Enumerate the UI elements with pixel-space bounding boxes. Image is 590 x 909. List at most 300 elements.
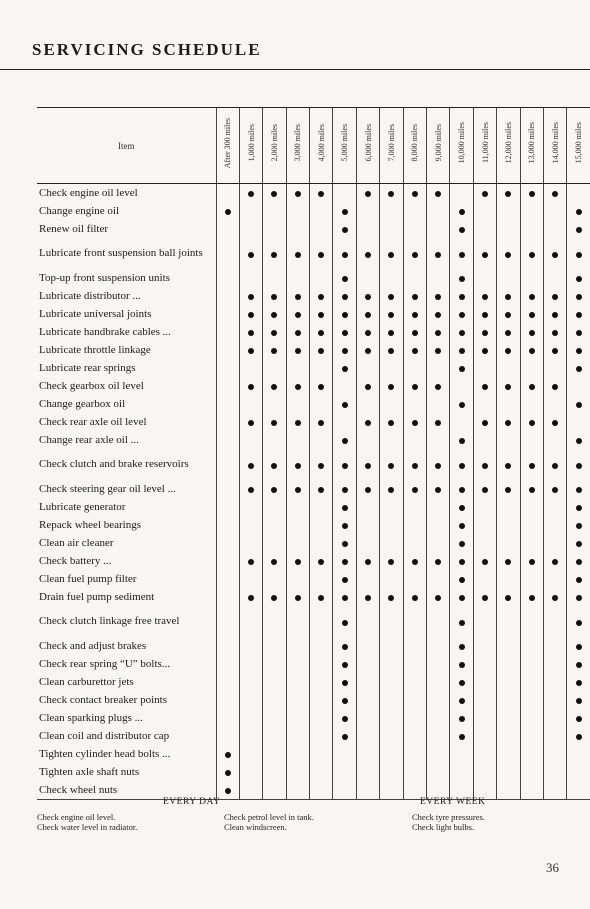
- service-dot-icon: [529, 330, 535, 336]
- service-dot-icon: [342, 595, 348, 601]
- interval-cell: [450, 449, 473, 480]
- interval-cell: [543, 727, 566, 745]
- interval-cell: [567, 781, 590, 800]
- interval-cell: [497, 480, 520, 498]
- interval-cell: [427, 691, 450, 709]
- service-dot-icon: [482, 384, 488, 390]
- item-cell: [37, 449, 216, 480]
- service-dot-icon: [576, 294, 582, 300]
- item-label: Check contact breaker points: [39, 693, 167, 706]
- interval-cell: [403, 184, 426, 203]
- service-dot-icon: [225, 770, 231, 776]
- interval-header: [403, 108, 426, 184]
- service-dot-icon: [388, 384, 394, 390]
- interval-cell: [543, 305, 566, 323]
- service-dot-icon: [271, 487, 277, 493]
- interval-cell: [497, 637, 520, 655]
- interval-cell: [356, 238, 379, 269]
- interval-cell: [310, 480, 333, 498]
- interval-cell: [239, 691, 262, 709]
- interval-header: [216, 108, 239, 184]
- interval-cell: [403, 287, 426, 305]
- interval-cell: [567, 588, 590, 606]
- interval-cell: [473, 184, 496, 203]
- interval-cell: [473, 727, 496, 745]
- interval-cell: [286, 287, 309, 305]
- interval-cell: [310, 516, 333, 534]
- interval-cell: [473, 323, 496, 341]
- service-dot-icon: [342, 402, 348, 408]
- interval-cell: [403, 359, 426, 377]
- interval-cell: [403, 395, 426, 413]
- item-cell: [37, 570, 216, 588]
- interval-cell: [356, 552, 379, 570]
- interval-cell: [450, 238, 473, 269]
- interval-cell: [356, 431, 379, 449]
- interval-cell: [380, 341, 403, 359]
- interval-cell: [520, 570, 543, 588]
- interval-cell: [543, 202, 566, 220]
- service-dot-icon: [248, 420, 254, 426]
- service-dot-icon: [342, 487, 348, 493]
- service-dot-icon: [459, 463, 465, 469]
- interval-cell: [216, 202, 239, 220]
- service-dot-icon: [342, 227, 348, 233]
- service-dot-icon: [342, 366, 348, 372]
- interval-cell: [263, 184, 286, 203]
- item-cell: [37, 516, 216, 534]
- interval-cell: [380, 534, 403, 552]
- interval-cell: [310, 637, 333, 655]
- interval-cell: [543, 552, 566, 570]
- service-dot-icon: [459, 644, 465, 650]
- interval-cell: [427, 655, 450, 673]
- interval-cell: [543, 691, 566, 709]
- table-row: [37, 570, 590, 588]
- page-title: SERVICING SCHEDULE: [32, 40, 262, 59]
- interval-cell: [450, 498, 473, 516]
- interval-cell: [356, 220, 379, 238]
- interval-cell: [567, 637, 590, 655]
- interval-cell: [450, 570, 473, 588]
- interval-cell: [356, 287, 379, 305]
- item-label: Lubricate generator: [39, 500, 126, 513]
- interval-cell: [380, 377, 403, 395]
- interval-cell: [473, 480, 496, 498]
- service-dot-icon: [342, 294, 348, 300]
- interval-cell: [380, 781, 403, 800]
- table-row: [37, 413, 590, 431]
- interval-cell: [427, 184, 450, 203]
- interval-header: [333, 108, 356, 184]
- interval-cell: [567, 763, 590, 781]
- interval-cell: [310, 220, 333, 238]
- interval-cell: [520, 673, 543, 691]
- interval-cell: [286, 449, 309, 480]
- interval-cell: [473, 341, 496, 359]
- service-dot-icon: [412, 348, 418, 354]
- interval-cell: [497, 323, 520, 341]
- service-dot-icon: [459, 523, 465, 529]
- interval-cell: [356, 709, 379, 727]
- interval-cell: [450, 395, 473, 413]
- interval-cell: [356, 449, 379, 480]
- interval-cell: [263, 534, 286, 552]
- interval-cell: [333, 588, 356, 606]
- service-dot-icon: [318, 312, 324, 318]
- service-dot-icon: [529, 294, 535, 300]
- interval-cell: [333, 377, 356, 395]
- interval-cell: [403, 323, 426, 341]
- interval-cell: [427, 498, 450, 516]
- interval-cell: [380, 323, 403, 341]
- interval-header: [427, 108, 450, 184]
- item-label: Clean fuel pump filter: [39, 572, 137, 585]
- table-row: [37, 395, 590, 413]
- interval-label: 2,000 miles: [269, 124, 279, 162]
- service-dot-icon: [505, 294, 511, 300]
- interval-cell: [356, 516, 379, 534]
- interval-cell: [380, 745, 403, 763]
- service-dot-icon: [505, 420, 511, 426]
- interval-cell: [543, 763, 566, 781]
- item-label: Check engine oil level: [39, 186, 138, 199]
- item-label: Check steering gear oil level ...: [39, 482, 176, 495]
- interval-cell: [263, 238, 286, 269]
- service-dot-icon: [318, 294, 324, 300]
- service-dot-icon: [342, 716, 348, 722]
- interval-cell: [567, 745, 590, 763]
- interval-cell: [427, 570, 450, 588]
- service-dot-icon: [576, 402, 582, 408]
- item-cell: [37, 377, 216, 395]
- service-dot-icon: [435, 191, 441, 197]
- service-dot-icon: [435, 330, 441, 336]
- interval-cell: [473, 287, 496, 305]
- service-dot-icon: [248, 330, 254, 336]
- interval-cell: [216, 709, 239, 727]
- interval-cell: [473, 377, 496, 395]
- interval-cell: [216, 431, 239, 449]
- interval-cell: [543, 269, 566, 287]
- interval-cell: [239, 673, 262, 691]
- interval-cell: [310, 184, 333, 203]
- item-label: Change rear axle oil ...: [39, 433, 139, 446]
- interval-cell: [567, 534, 590, 552]
- service-dot-icon: [576, 276, 582, 282]
- service-dot-icon: [271, 252, 277, 258]
- interval-cell: [333, 220, 356, 238]
- service-dot-icon: [271, 348, 277, 354]
- interval-cell: [310, 395, 333, 413]
- interval-cell: [310, 534, 333, 552]
- service-dot-icon: [412, 559, 418, 565]
- page-number: 36: [546, 860, 559, 875]
- interval-cell: [216, 673, 239, 691]
- interval-cell: [473, 498, 496, 516]
- service-dot-icon: [271, 312, 277, 318]
- interval-cell: [403, 431, 426, 449]
- interval-cell: [263, 552, 286, 570]
- servicing-schedule-table: [37, 107, 590, 800]
- interval-cell: [263, 377, 286, 395]
- interval-cell: [450, 727, 473, 745]
- service-dot-icon: [342, 463, 348, 469]
- interval-cell: [497, 341, 520, 359]
- service-dot-icon: [388, 348, 394, 354]
- interval-cell: [286, 323, 309, 341]
- interval-header: [567, 108, 590, 184]
- interval-cell: [286, 552, 309, 570]
- service-dot-icon: [459, 438, 465, 444]
- service-dot-icon: [248, 463, 254, 469]
- service-dot-icon: [388, 487, 394, 493]
- item-cell: [37, 745, 216, 763]
- interval-cell: [356, 202, 379, 220]
- interval-cell: [520, 691, 543, 709]
- interval-cell: [216, 184, 239, 203]
- interval-cell: [216, 413, 239, 431]
- interval-cell: [567, 727, 590, 745]
- interval-cell: [567, 220, 590, 238]
- service-dot-icon: [295, 312, 301, 318]
- interval-cell: [520, 763, 543, 781]
- service-dot-icon: [529, 252, 535, 258]
- interval-label: 3,000 miles: [293, 124, 303, 162]
- service-dot-icon: [365, 559, 371, 565]
- interval-cell: [333, 431, 356, 449]
- table-row: [37, 781, 590, 800]
- interval-cell: [380, 480, 403, 498]
- interval-cell: [263, 449, 286, 480]
- interval-cell: [216, 498, 239, 516]
- table-row: [37, 359, 590, 377]
- interval-cell: [520, 552, 543, 570]
- interval-cell: [380, 287, 403, 305]
- interval-cell: [450, 184, 473, 203]
- service-dot-icon: [365, 294, 371, 300]
- interval-cell: [427, 673, 450, 691]
- interval-cell: [427, 745, 450, 763]
- interval-cell: [239, 449, 262, 480]
- interval-cell: [543, 534, 566, 552]
- interval-cell: [520, 359, 543, 377]
- service-dot-icon: [576, 227, 582, 233]
- interval-cell: [567, 570, 590, 588]
- interval-cell: [356, 727, 379, 745]
- service-dot-icon: [248, 191, 254, 197]
- service-dot-icon: [459, 487, 465, 493]
- interval-cell: [403, 202, 426, 220]
- interval-cell: [380, 395, 403, 413]
- interval-cell: [403, 763, 426, 781]
- interval-cell: [520, 606, 543, 637]
- interval-cell: [403, 727, 426, 745]
- service-dot-icon: [248, 312, 254, 318]
- interval-cell: [497, 184, 520, 203]
- interval-cell: [356, 413, 379, 431]
- interval-cell: [543, 637, 566, 655]
- every-day-right-item: Check petrol level in tank.: [224, 812, 314, 822]
- service-dot-icon: [482, 463, 488, 469]
- interval-cell: [239, 395, 262, 413]
- item-cell: [37, 202, 216, 220]
- interval-label: 5,000 miles: [340, 124, 350, 162]
- interval-cell: [380, 359, 403, 377]
- interval-cell: [403, 449, 426, 480]
- interval-cell: [497, 413, 520, 431]
- interval-cell: [310, 745, 333, 763]
- service-dot-icon: [435, 348, 441, 354]
- interval-cell: [497, 359, 520, 377]
- interval-cell: [380, 269, 403, 287]
- interval-cell: [310, 691, 333, 709]
- interval-cell: [263, 480, 286, 498]
- service-dot-icon: [342, 577, 348, 583]
- interval-cell: [333, 359, 356, 377]
- interval-cell: [497, 431, 520, 449]
- interval-cell: [497, 202, 520, 220]
- service-dot-icon: [576, 330, 582, 336]
- item-cell: [37, 341, 216, 359]
- interval-cell: [543, 431, 566, 449]
- interval-cell: [286, 480, 309, 498]
- interval-cell: [263, 588, 286, 606]
- interval-cell: [310, 498, 333, 516]
- service-dot-icon: [342, 209, 348, 215]
- service-dot-icon: [459, 402, 465, 408]
- service-dot-icon: [505, 463, 511, 469]
- service-dot-icon: [365, 312, 371, 318]
- interval-cell: [380, 691, 403, 709]
- item-cell: [37, 359, 216, 377]
- interval-cell: [380, 655, 403, 673]
- interval-cell: [310, 341, 333, 359]
- interval-cell: [239, 745, 262, 763]
- service-dot-icon: [412, 330, 418, 336]
- interval-cell: [310, 588, 333, 606]
- service-dot-icon: [576, 463, 582, 469]
- interval-cell: [333, 709, 356, 727]
- interval-cell: [239, 552, 262, 570]
- interval-cell: [543, 359, 566, 377]
- interval-cell: [263, 269, 286, 287]
- interval-cell: [216, 691, 239, 709]
- interval-cell: [567, 606, 590, 637]
- interval-cell: [333, 238, 356, 269]
- service-dot-icon: [552, 487, 558, 493]
- interval-cell: [380, 431, 403, 449]
- interval-cell: [497, 516, 520, 534]
- interval-cell: [380, 238, 403, 269]
- service-dot-icon: [295, 330, 301, 336]
- service-dot-icon: [271, 420, 277, 426]
- interval-cell: [286, 534, 309, 552]
- interval-cell: [403, 606, 426, 637]
- interval-cell: [427, 305, 450, 323]
- service-dot-icon: [576, 577, 582, 583]
- interval-cell: [403, 498, 426, 516]
- item-label: Clean air cleaner: [39, 536, 114, 549]
- table-row: [37, 238, 590, 269]
- interval-cell: [333, 552, 356, 570]
- interval-cell: [333, 269, 356, 287]
- table-row: [37, 691, 590, 709]
- service-dot-icon: [365, 384, 371, 390]
- service-dot-icon: [576, 366, 582, 372]
- interval-cell: [263, 709, 286, 727]
- interval-cell: [520, 184, 543, 203]
- interval-cell: [216, 606, 239, 637]
- interval-cell: [567, 480, 590, 498]
- table-row: [37, 220, 590, 238]
- service-dot-icon: [342, 276, 348, 282]
- service-dot-icon: [225, 788, 231, 794]
- service-dot-icon: [248, 348, 254, 354]
- interval-cell: [333, 727, 356, 745]
- interval-cell: [239, 763, 262, 781]
- item-label: Check clutch linkage free travel: [39, 615, 180, 627]
- interval-cell: [286, 184, 309, 203]
- interval-header: [543, 108, 566, 184]
- interval-cell: [216, 516, 239, 534]
- item-label: Check wheel nuts: [39, 783, 118, 796]
- interval-cell: [427, 413, 450, 431]
- service-dot-icon: [576, 541, 582, 547]
- interval-cell: [473, 637, 496, 655]
- interval-cell: [263, 341, 286, 359]
- item-cell: [37, 238, 216, 269]
- service-dot-icon: [552, 191, 558, 197]
- interval-cell: [239, 184, 262, 203]
- interval-cell: [450, 745, 473, 763]
- interval-cell: [450, 377, 473, 395]
- service-dot-icon: [412, 294, 418, 300]
- interval-cell: [286, 359, 309, 377]
- service-dot-icon: [342, 312, 348, 318]
- service-dot-icon: [342, 680, 348, 686]
- interval-cell: [310, 413, 333, 431]
- interval-cell: [497, 287, 520, 305]
- service-dot-icon: [435, 294, 441, 300]
- service-dot-icon: [342, 505, 348, 511]
- interval-cell: [473, 655, 496, 673]
- interval-cell: [380, 449, 403, 480]
- table-row: [37, 655, 590, 673]
- item-label: Change gearbox oil: [39, 397, 126, 410]
- interval-label: 12,000 miles: [503, 122, 513, 164]
- interval-cell: [403, 516, 426, 534]
- interval-cell: [427, 552, 450, 570]
- interval-cell: [567, 395, 590, 413]
- interval-cell: [497, 727, 520, 745]
- service-dot-icon: [552, 463, 558, 469]
- service-dot-icon: [318, 348, 324, 354]
- interval-cell: [310, 287, 333, 305]
- service-dot-icon: [529, 348, 535, 354]
- interval-cell: [567, 709, 590, 727]
- item-cell: [37, 431, 216, 449]
- service-dot-icon: [435, 559, 441, 565]
- item-cell: [37, 691, 216, 709]
- service-dot-icon: [576, 487, 582, 493]
- interval-cell: [310, 238, 333, 269]
- interval-cell: [497, 220, 520, 238]
- interval-cell: [497, 673, 520, 691]
- interval-header: [356, 108, 379, 184]
- service-dot-icon: [342, 330, 348, 336]
- every-week-item: Check light bulbs.: [412, 822, 475, 832]
